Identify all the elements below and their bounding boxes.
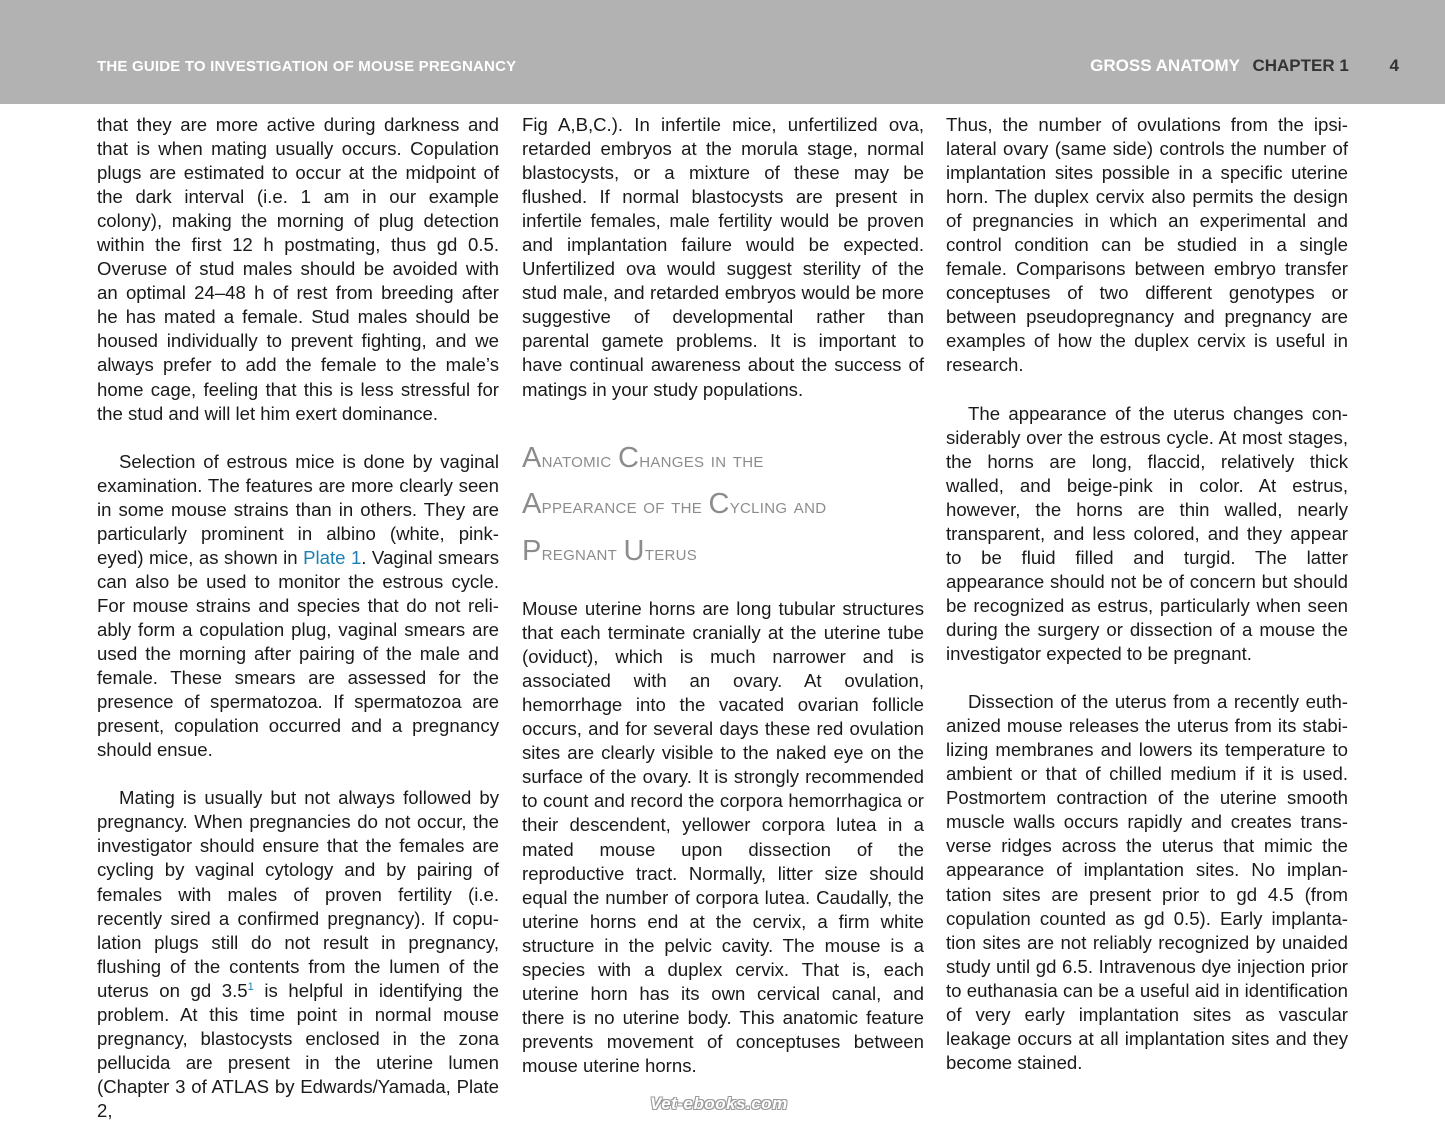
paragraph [97, 786, 499, 1123]
column-left [97, 113, 499, 1147]
heading-line [522, 529, 924, 576]
heading-line [522, 436, 924, 483]
plate-1-link[interactable]: Plate 1 [303, 546, 362, 568]
heading-cap: A [522, 441, 542, 474]
paragraph-text: . Vaginal smears can also be used to monitor the estrous cycle. For mouse strains and species that do not reliably form a copulation plug, vaginal smears are used the morning after pairing of the male and female. These smears are assessed for the presence of spermatozoa. If spermatozoa are present, copulation occurred and a pregnancy should ensue. [97, 546, 499, 761]
heading-text: ppearance of the [541, 493, 709, 519]
heading-cap: C [617, 441, 640, 474]
paragraph: The appearance of the uterus changes considerably over the estrous cycle. At most stages, the horns are long, flaccid, relatively thick walled, and beige-pink in color. At estrus, however, the horns are thin walled, nearly transparent, and less colored, and they appear to be fluid filled and turgid. The latter appearance should not be of concern but should be recognized as estrus, particularly when seen during the surgery or dissection of a mouse the investigator expected to be pregnant. [946, 402, 1348, 665]
section-title: GROSS ANATOMY [1090, 56, 1240, 75]
heading-cap: U [623, 534, 645, 567]
page-number: 4 [1389, 56, 1399, 75]
heading-cap: C [708, 488, 730, 521]
paragraph-text: Mating is usually but not always followed by pregnancy. When pregnancies do not occur, the investigator should ensure that the females are cycling by vaginal cytology and by pairing of females with males of proven fertility (i.e. recently sired a confirmed pregnancy). If copulation plugs still do not result in pregnancy, flushing of the contents from the lumen of the uterus on gd 3.5 [97, 787, 499, 1001]
heading-text: hanges in the [639, 446, 764, 472]
heading-text: regnant [541, 539, 624, 565]
footnote-ref[interactable]: 1 [247, 980, 254, 993]
paragraph: Mouse uterine horns are long tubular structures that each terminate cranially at the uterine tube (oviduct), which is much narrower and is associated with an ovary. At ovulation, hemorrhage into the vacated ovarian follicle occurs, and for several days these red ovulation sites are clearly visible to the naked eye on the surface of the ovary. It is strongly recommended to count and record the corpora hemorrhagica or their descendent, yellower corpora lutea in a mated mouse upon dissection of the reproductive tract. Normally, litter size should equal the number of corpora lutea. Caudally, the uterine horns end at the cervix, a firm white structure in the pelvic cavity. The mouse is a species with a duplex cervix. That is, each uterine horn has its own cervical canal, and there is no uterine body. This anatomic feature prevents movement of conceptuses between mouse uterine horns. [522, 598, 924, 1076]
column-middle [522, 113, 924, 1102]
heading-text: terus [644, 539, 698, 565]
header-right [1090, 56, 1399, 76]
heading-cap: A [522, 488, 542, 521]
running-header [0, 0, 1445, 104]
heading-cap: P [522, 534, 542, 567]
watermark-logo: Vet-ebooks.com [650, 1094, 788, 1113]
heading-line [522, 482, 924, 529]
paragraph: that they are more active during darkness and that is when mating usually occurs. Copulation plugs are estimated to occur at the midpoint of the dark interval (i.e. 1 am in our example colony), making the morning of plug detection within the first 12 h postmating, thus gd 0.5. Overuse of stud males should be avoided with an optimal 24–48 h of rest from breeding after he has mated a female. Stud males should be housed individually to prevent fighting, and we always prefer to add the female to the male’s home cage, feeling that this is less stressful for the stud and will let him exert dominance. [97, 114, 499, 424]
paragraph: Dissection of the uterus from a recently euthanized mouse releases the uterus from its stabilizing membranes and lowers its temperature to ambient or that of chilled medium if it is used. Postmortem contraction of the uterine smooth muscle walls occurs rapidly and creates transverse ridges across the uterus that mimic the appearance of implantation sites. No implantation sites are present prior to gd 4.5 (from copulation counted as gd 0.5). Early implantation sites are not reliably recognized by unaided study until gd 6.5. Intravenous dye injection prior to euthanasia can be a useful aid in identification of very early implantation sites as vascular leakage occurs at all implantation sites and they become stained. [946, 691, 1348, 1073]
heading-text: natomic [541, 446, 618, 472]
book-title: THE GUIDE TO INVESTIGATION OF MOUSE PREGNANCY [97, 58, 517, 75]
paragraph: Thus, the number of ovulations from the ipsilateral ovary (same side) controls the number of implantation sites possible in a specific uterine horn. The duplex cervix also permits the design of pregnancies in which an experimental and control condition can be studied in a single female. Comparisons between embryo transfer conceptuses of two different genotypes or between pseudopregnancy and pregnancy are examples of how the duplex cervix is useful in research. [946, 114, 1348, 376]
chapter-label: CHAPTER 1 [1252, 56, 1349, 75]
column-right [946, 113, 1348, 1099]
paragraph-text: Selection of estrous mice is done by vaginal examination. The features are more clearly seen in some mouse strains than in others. They are particularly prominent in albino (white, pink-eyed) mice, as shown in [97, 450, 499, 568]
paragraph-text: is helpful in identifying the problem. At this time point in normal mouse pregnancy, blastocysts enclosed in the zona pellucida are present in the uterine lumen (Chapter 3 of ATLAS by Edwards/Yamada, Plate 2, [97, 979, 499, 1121]
paragraph [97, 450, 499, 763]
paragraph: Fig A,B,C.). In infertile mice, unfertilized ova, retarded embryos at the morula stage, normal blastocysts, or a mixture of these may be flushed. If normal blastocysts are present in infertile females, male fertility would be proven and implantation failure would be expected. Unfertilized ova would suggest sterility of the stud male, and retarded embryos would be more suggestive of developmental rather than parental gamete problems. It is important to have continual awareness about the success of matings in your study populations. [522, 114, 924, 400]
section-heading [522, 436, 924, 576]
heading-text: ycling and [729, 493, 827, 519]
